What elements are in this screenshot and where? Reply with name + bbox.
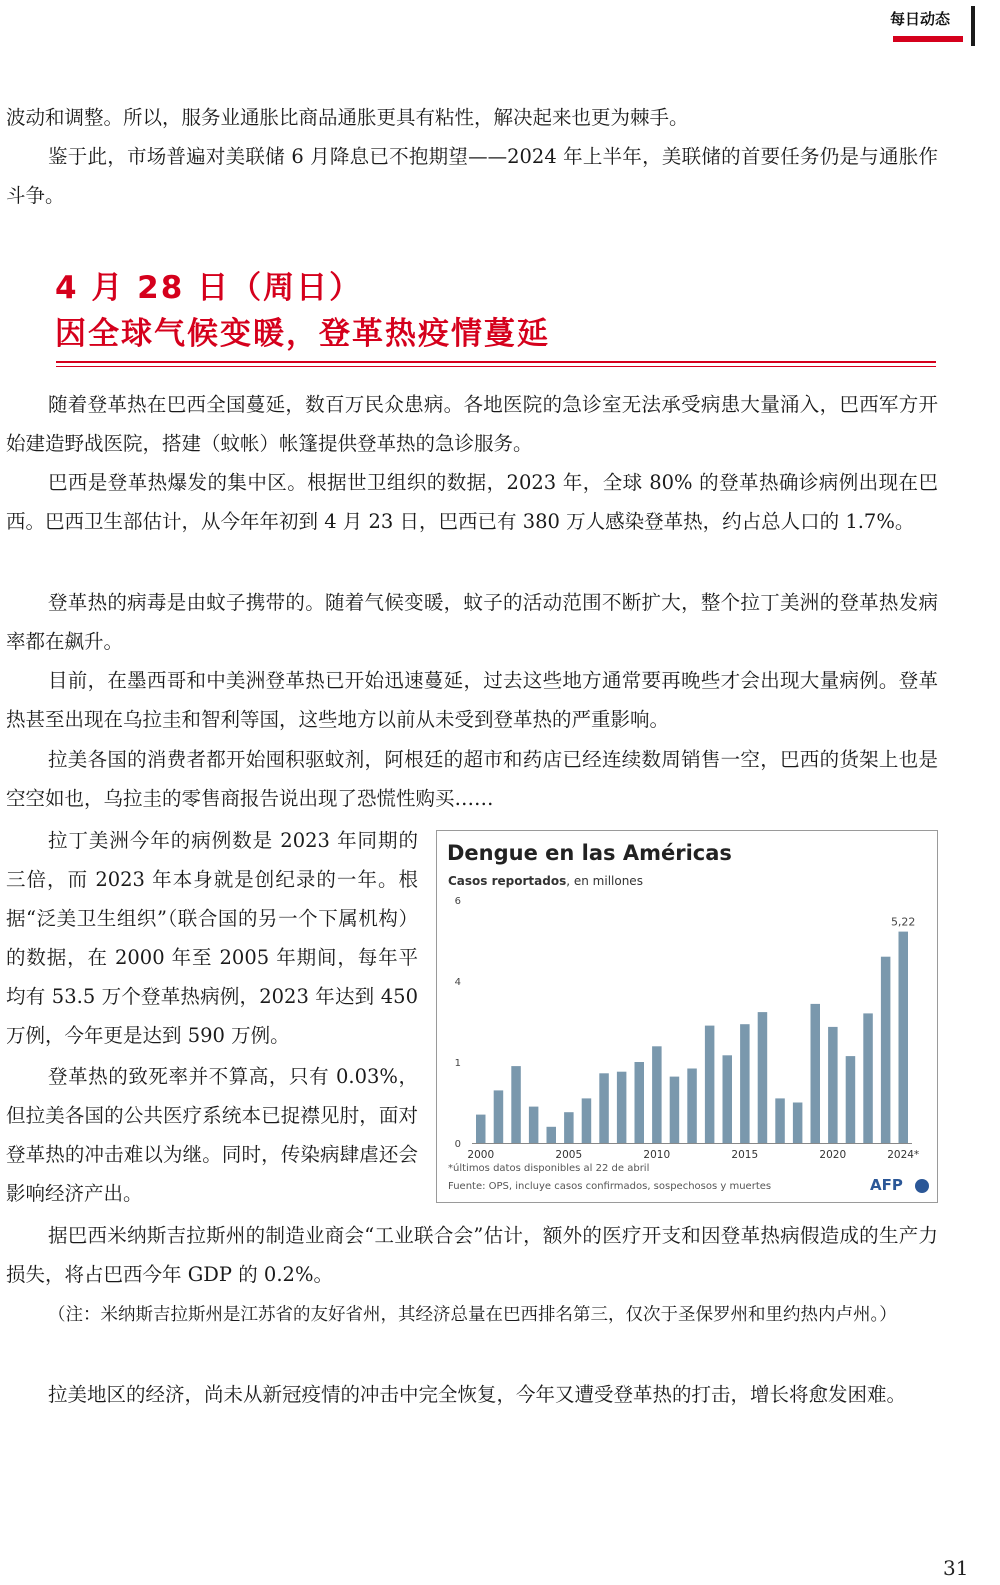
paragraph: 拉美各国的消费者都开始囤积驱蚊剂，阿根廷的超市和药店已经连续数周销售一空，巴西的货架上也是空空如也，乌拉圭的零售商报告说出现了恐慌性购买…… [6, 748, 938, 810]
bar-2020 [828, 1027, 838, 1143]
bar-chart [437, 831, 937, 1202]
paragraph: 拉丁美洲今年的病例数是 2023 年同期的三倍，而 2023 年本身就是创纪录的一年。根据“泛美卫生组织”（联合国的另一个下属机构）的数据，在 2000 年至 2005 年期间，每年平均有 53.5 万个登革热病例，2023 年达到 450 万例，今年更是达到 590 万例。 [6, 829, 418, 1047]
bar-2008 [617, 1072, 627, 1143]
bar-2023 [881, 957, 891, 1143]
bar-2004 [547, 1127, 557, 1143]
paragraph: 登革热的病毒是由蚊子携带的。随着气候变暖，蚊子的活动范围不断扩大，整个拉丁美洲的登革热发病率都在飙升。 [6, 591, 938, 653]
paragraph: 据巴西米纳斯吉拉斯州的制造业商会“工业联合会”估计，额外的医疗开支和因登革热病假造成的生产力损失，将占巴西今年 GDP 的 0.2%。 [6, 1224, 938, 1286]
bar-2006 [582, 1098, 592, 1143]
paragraph: 随着登革热在巴西全国蔓延，数百万民众患病。各地医院的急诊室无法承受病患大量涌入，巴西军方开始建造野战医院，搭建（蚊帐）帐篷提供登革热的急诊服务。 [6, 393, 938, 455]
y-tick-label: 6 [454, 896, 461, 907]
chart-title: Dengue en las Américas [447, 841, 732, 865]
bar-2001 [494, 1090, 504, 1143]
bar-2003 [529, 1107, 539, 1143]
bar-2010 [652, 1046, 662, 1143]
section-label: 每日动态 [890, 10, 951, 28]
bar-2018 [793, 1103, 803, 1144]
afp-logo: AFP [870, 1176, 903, 1194]
x-tick-label: 2024* [887, 1149, 920, 1161]
dengue-chart-figure [436, 830, 938, 1203]
page-number: 31 [943, 1556, 969, 1580]
header-rule [893, 36, 963, 42]
section-date-heading: 4 月 28 日（周日） [55, 270, 363, 306]
x-tick-label: 2015 [731, 1149, 759, 1161]
note-paragraph: （注：米纳斯吉拉斯州是江苏省的友好省州，其经济总量在巴西排名第三，仅次于圣保罗州和里约热内卢州。） [48, 1305, 897, 1325]
section-rule [56, 361, 936, 363]
bar-2009 [635, 1062, 645, 1143]
paragraph: 鉴于此，市场普遍对美联储 6 月降息已不抱期望——2024 年上半年，美联储的首要任务仍是与通胀作斗争。 [6, 145, 938, 207]
x-tick-label: 2020 [819, 1149, 847, 1161]
bar-2022 [863, 1013, 873, 1143]
paragraph: 拉美地区的经济，尚未从新冠疫情的冲击中完全恢复，今年又遭受登革热的打击，增长将愈发困难。 [48, 1383, 907, 1406]
paragraph: 巴西是登革热爆发的集中区。根据世卫组织的数据，2023 年，全球 80% 的登革热确诊病例出现在巴西。巴西卫生部估计，从今年年初到 4 月 23 日，巴西已有 380 万人感染登革热，约占总人口的 1.7%。 [6, 471, 938, 533]
section-rule-thin [56, 366, 936, 367]
afp-logo-mark [915, 1179, 929, 1193]
bar-2013 [705, 1026, 715, 1143]
bar-2000 [476, 1115, 486, 1143]
paragraph: 目前，在墨西哥和中美洲登革热已开始迅速蔓延，过去这些地方通常要再晚些才会出现大量病例。登革热甚至出现在乌拉圭和智利等国，这些地方以前从未受到登革热的严重影响。 [6, 669, 938, 731]
data-label-2024: 5,22 [890, 915, 916, 929]
paragraph: 波动和调整。所以，服务业通胀比商品通胀更具有粘性，解决起来也更为棘手。 [6, 106, 689, 129]
bar-2011 [670, 1077, 680, 1143]
bar-2014 [723, 1055, 733, 1143]
bar-2007 [599, 1073, 609, 1143]
x-tick-label: 2000 [467, 1149, 495, 1161]
chart-source: Fuente: OPS, incluye casos confirmados, sospechosos y muertes [448, 1181, 772, 1192]
y-tick-label: 4 [454, 977, 461, 988]
paragraph: 登革热的致死率并不算高，只有 0.03%，但拉美各国的公共医疗系统本已捉襟见肘，面对登革热的冲击难以为继。同时，传染病肆虐还会影响经济产出。 [6, 1065, 418, 1205]
y-tick-label: 0 [454, 1139, 461, 1150]
bar-2024 [899, 932, 909, 1143]
bar-2005 [564, 1112, 574, 1143]
x-tick-label: 2005 [555, 1149, 583, 1161]
chart-subtitle: Casos reportados, en millones [448, 874, 643, 888]
x-tick-label: 2010 [643, 1149, 671, 1161]
bar-2002 [511, 1066, 521, 1143]
section-title: 因全球气候变暖，登革热疫情蔓延 [55, 316, 550, 352]
bar-2016 [758, 1012, 768, 1143]
bar-2019 [811, 1004, 821, 1143]
header-bar [971, 6, 975, 46]
bar-2021 [846, 1056, 856, 1143]
y-tick-label: 1 [454, 1058, 461, 1069]
bar-2015 [740, 1024, 750, 1143]
bar-2012 [687, 1069, 697, 1144]
bar-2017 [775, 1098, 785, 1143]
chart-footnote: *últimos datos disponibles al 22 de abril [448, 1163, 650, 1174]
